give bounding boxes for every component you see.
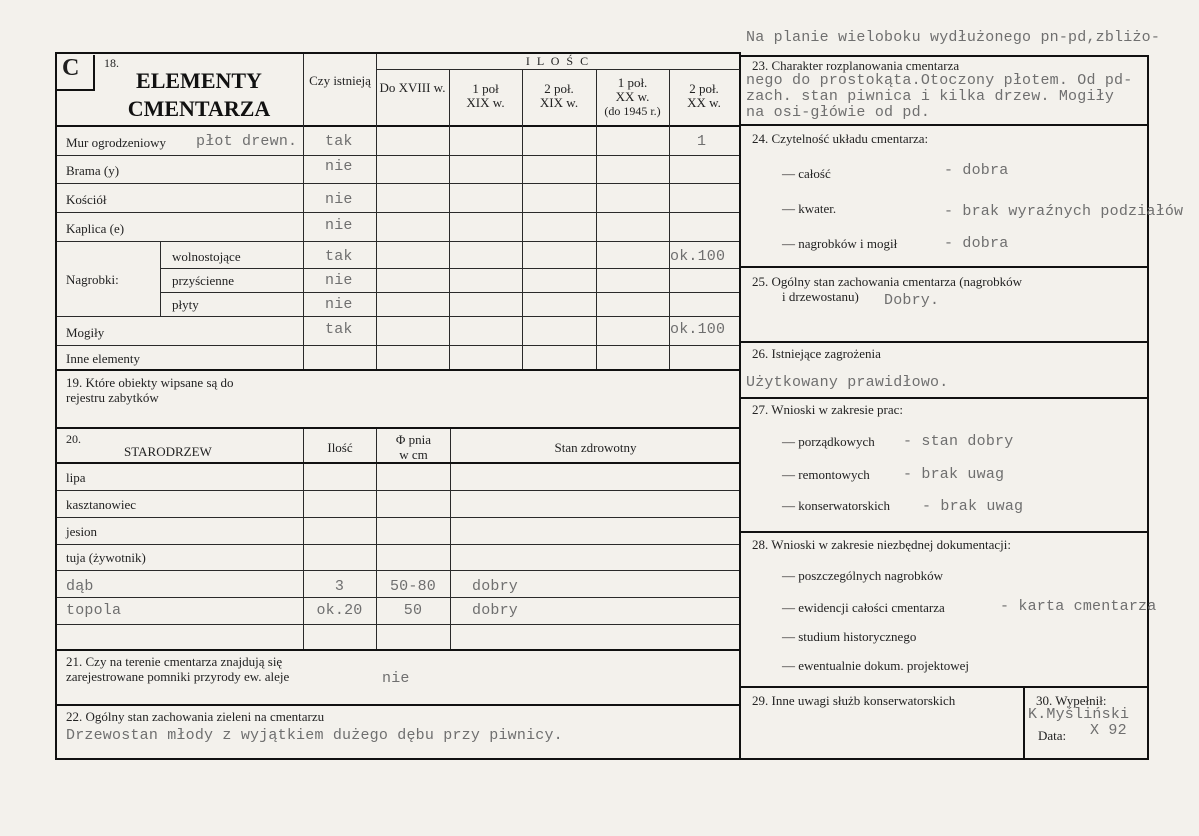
top-note: Na planie wieloboku wydłużonego pn-pd,zbliżo- [746,29,1161,46]
q28-item-4: — ewentualnie dokum. projektowej [782,658,970,673]
q23-line-3: na osi-główie od pd. [746,104,931,121]
q24-nagrobkow-answer: - dobra [944,235,1009,252]
row-kosciol-exist: nie [325,191,353,208]
q30-name: K.Myśliński [1028,706,1130,723]
tree-name: lipa [66,470,86,485]
row-mur-exist: tak [325,133,353,150]
row-przy-exist: nie [325,272,353,289]
row-przy-label: przyścienne [172,273,235,288]
row-wolno-count: ok.100 [670,248,726,265]
q27-remo-label: — remontowych [782,467,870,482]
q26-label: 26. Istniejące zagrożenia [752,346,881,361]
row-mur-count: 1 [697,133,707,150]
q19-label-2: rejestru zabytków [66,390,159,405]
q30-date: X 92 [1090,722,1127,739]
q21-label-2: zarejestrowane pomniki przyrody ew. aleje [66,669,290,684]
row-brama-exist: nie [325,158,353,175]
tree-name: dąb [66,578,94,595]
q24-kwater-label: — kwater. [782,201,837,216]
q27-label: 27. Wnioski w zakresie prac: [752,402,904,417]
q24-nagrobkow-label: — nagrobków i mogił [782,236,898,251]
row-nagrobki-label: Nagrobki: [66,272,119,287]
q22-answer: Drzewostan młody z wyjątkiem dużego dębu przy piwnicy. [66,727,563,744]
col-20a-header: 1 poł. XX w. (do 1945 r.) [604,75,661,118]
q27-porz-answer: - stan dobry [903,433,1014,450]
q24-calosc-label: — całość [782,166,831,181]
col-19a-header: 1 poł XIX w. [466,81,505,110]
q20-col-pnia: Φ pnia w cm [395,432,432,462]
col-18-header: Do XVIII w. [379,80,446,95]
q20-col-stan: Stan zdrowotny [554,440,637,455]
q29-label: 29. Inne uwagi służb konserwatorskich [752,693,956,708]
q21-answer: nie [382,670,410,687]
section-number: 18. [104,56,119,70]
col-19b-header: 2 poł. XIX w. [539,81,579,110]
row-kaplica-label: Kaplica (e) [66,221,125,236]
row-mogily-exist: tak [325,321,353,338]
tree-diam: 50 [403,602,423,619]
tree-count: 3 [334,578,345,595]
q24-calosc-answer: - dobra [944,162,1009,179]
q28-item-2-answer: - karta cmentarza [1000,598,1157,615]
q20-number: 20. [66,432,81,446]
tree-name: kasztanowiec [66,497,137,512]
section-c-letter: C [62,55,80,81]
tree-name: jesion [66,524,98,539]
q22-label: 22. Ogólny stan zachowania zieleni na cmentarzu [66,709,325,724]
q28-item-1: — poszczególnych nagrobków [782,568,944,583]
q21-label-1: 21. Czy na terenie cmentarza znajdują się [66,654,283,669]
q30-date-label: Data: [1038,728,1067,743]
row-plyty-label: płyty [172,297,199,312]
q24-kwater-answer: - brak wyraźnych podziałów [944,203,1184,220]
q27-porz-label: — porządkowych [782,434,875,449]
row-inne-label: Inne elementy [66,351,140,366]
q27-kons-answer: - brak uwag [922,498,1024,515]
q27-kons-label: — konserwatorskich [782,498,890,513]
q20-title: STARODRZEW [124,444,212,459]
tree-state: dobry [472,578,519,595]
row-brama-label: Brama (y) [66,163,120,178]
row-kaplica-exist: nie [325,217,353,234]
col-20b-header: 2 poł. XX w. [687,81,721,110]
row-wolno-exist: tak [325,248,353,265]
row-plyty-exist: nie [325,296,353,313]
row-mur-label: Mur ogrodzeniowy [66,135,167,150]
tree-count: ok.20 [316,602,363,619]
q20-col-ilosc: Ilość [327,440,353,455]
row-mogily-count: ok.100 [670,321,726,338]
q23-line-1: nego do prostokąta.Otoczony płotem. Od pd- [746,72,1133,89]
row-mogily-label: Mogiły [66,325,105,340]
q28-item-2: — ewidencji całości cmentarza [782,600,945,615]
q27-remo-answer: - brak uwag [903,466,1005,483]
row-kosciol-label: Kościół [66,192,107,207]
section-title-1: ELEMENTY [136,68,262,93]
ilosc-header: I L O Ś C [525,54,591,68]
q23-line-2: zach. stan piwnica i kilka drzew. Mogiły [746,88,1115,105]
q25-label-2: i drzewostanu) [782,289,859,304]
tree-diam: 50-80 [389,578,436,595]
row-wolno-label: wolnostojące [172,249,241,264]
tree-state: dobry [472,602,519,619]
q28-item-3: — studium historycznego [782,629,917,644]
q30-label: 30. Wypełnił: [1036,693,1107,708]
q24-label: 24. Czytelność układu cmentarza: [752,131,929,146]
q25-label-1: 25. Ogólny stan zachowania cmentarza (nagrobków [752,274,1023,289]
q23-label: 23. Charakter rozplanowania cmentarza [752,58,960,73]
col-exist-header: Czy istnieją [309,73,371,88]
q19-label-1: 19. Które obiekty wipsane są do [66,375,234,390]
q28-label: 28. Wnioski w zakresie niezbędnej dokumentacji: [752,537,1011,552]
q25-answer: Dobry. [884,292,940,309]
row-mur-note: płot drewn. [196,133,298,150]
q26-answer: Użytkowany prawidłowo. [746,374,949,391]
tree-name: topola [66,602,122,619]
tree-name: tuja (żywotnik) [66,550,146,565]
section-title-2: CMENTARZA [127,96,271,121]
